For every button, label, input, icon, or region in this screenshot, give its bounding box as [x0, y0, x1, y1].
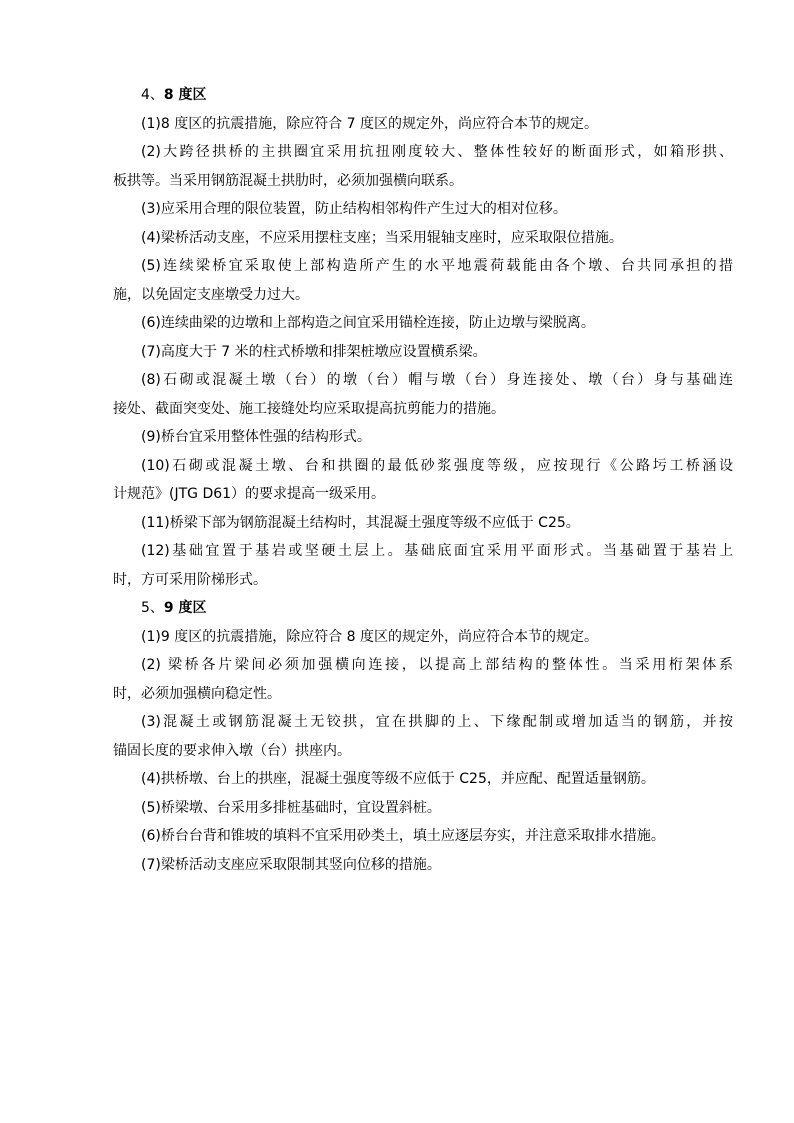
paragraph — [113, 651, 733, 708]
paragraph-line: 计规范》(JTG D61）的要求提高一级采用。 — [113, 486, 386, 502]
paragraph — [113, 822, 733, 851]
paragraph-line: 锚固长度的要求伸入墩（台）拱座内。 — [113, 742, 351, 759]
paragraph — [113, 708, 733, 765]
paragraph-line: 施，以免固定支座墩受力过大。 — [113, 286, 309, 303]
paragraph — [113, 851, 733, 880]
paragraph — [113, 195, 733, 224]
paragraph — [113, 252, 733, 309]
paragraph-line: (12)基础宜置于基岩或坚硬土层上。基础底面宜采用平面形式。当基础置于基岩上 — [141, 543, 733, 559]
paragraph-line: (4)拱桥墩、台上的拱座，混凝土强度等级不应低于 C25，并应配、配置适量钢筋。 — [141, 771, 655, 787]
section-9-items — [113, 623, 733, 880]
paragraph — [113, 138, 733, 195]
document-body — [113, 81, 733, 879]
paragraph-line: (3)应采用合理的限位装置，防止结构相邻构件产生过大的相对位移。 — [141, 201, 567, 217]
paragraph — [113, 366, 733, 423]
paragraph-line: (2)大跨径拱桥的主拱圈宜采用抗扭刚度较大、整体性较好的断面形式，如箱形拱、 — [141, 144, 733, 160]
paragraph-line: (9)桥台宜采用整体性强的结构形式。 — [141, 429, 371, 445]
paragraph-line: (6)桥台台背和锥坡的填料不宜采用砂类土，填土应逐层夯实，并注意采取排水措施。 — [141, 828, 665, 844]
paragraph-line: 时，方可采用阶梯形式。 — [113, 571, 267, 588]
paragraph — [113, 509, 733, 538]
paragraph-line: (1)9 度区的抗震措施，除应符合 8 度区的规定外，尚应符合本节的规定。 — [141, 628, 598, 645]
paragraph-line: 板拱等。当采用钢筋混凝土拱肋时，必须加强横向联系。 — [113, 172, 463, 189]
paragraph-line: (5)桥梁墩、台采用多排桩基础时，宜设置斜桩。 — [141, 799, 441, 816]
section-title: 8 度区 — [163, 87, 207, 103]
paragraph-line: (11)桥梁下部为钢筋混凝土结构时，其混凝土强度等级不应低于 C25。 — [141, 514, 580, 531]
section-title: 9 度区 — [163, 600, 207, 616]
section-8-items — [113, 110, 733, 595]
paragraph-line: 接处、截面突变处、施工接缝处均应采取提高抗剪能力的措施。 — [113, 400, 505, 417]
paragraph-line: (6)连续曲梁的边墩和上部构造之间宜采用锚栓连接，防止边墩与梁脱离。 — [141, 315, 595, 331]
paragraph — [113, 224, 733, 253]
paragraph-line: (2) 梁桥各片梁间必须加强横向连接，以提高上部结构的整体性。当采用桁架体系 — [141, 657, 733, 673]
paragraph-line: (1)8 度区的抗震措施，除应符合 7 度区的规定外，尚应符合本节的规定。 — [141, 115, 598, 132]
paragraph — [113, 110, 733, 139]
paragraph — [113, 423, 733, 452]
paragraph — [113, 309, 733, 338]
paragraph-line: (7)高度大于 7 米的柱式桥墩和排架桩墩应设置横系梁。 — [141, 343, 487, 360]
paragraph — [113, 452, 733, 509]
paragraph-line: (5)连续梁桥宜采取使上部构造所产生的水平地震荷载能由各个墩、台共同承担的措 — [141, 258, 733, 274]
paragraph-line: 时，必须加强横向稳定性。 — [113, 685, 281, 702]
section-number: 5、 — [141, 600, 164, 616]
section-heading-9 — [113, 594, 733, 623]
paragraph — [113, 623, 733, 652]
paragraph-line: (7)梁桥活动支座应采取限制其竖向位移的措施。 — [141, 856, 441, 873]
section-number: 4、 — [141, 87, 164, 103]
paragraph-line: (10)石砌或混凝土墩、台和拱圈的最低砂浆强度等级，应按现行《公路圬工桥涵设 — [141, 457, 733, 474]
section-heading-8 — [113, 81, 733, 110]
paragraph-line: (3)混凝土或钢筋混凝土无铰拱，宜在拱脚的上、下缘配制或增加适当的钢筋，并按 — [141, 714, 733, 730]
paragraph — [113, 765, 733, 794]
paragraph — [113, 537, 733, 594]
paragraph — [113, 794, 733, 823]
paragraph-line: (8)石砌或混凝土墩（台）的墩（台）帽与墩（台）身连接处、墩（台）身与基础连 — [141, 372, 733, 388]
paragraph-line: (4)梁桥活动支座，不应采用摆柱支座；当采用辊轴支座时，应采取限位措施。 — [141, 229, 623, 246]
paragraph — [113, 338, 733, 367]
